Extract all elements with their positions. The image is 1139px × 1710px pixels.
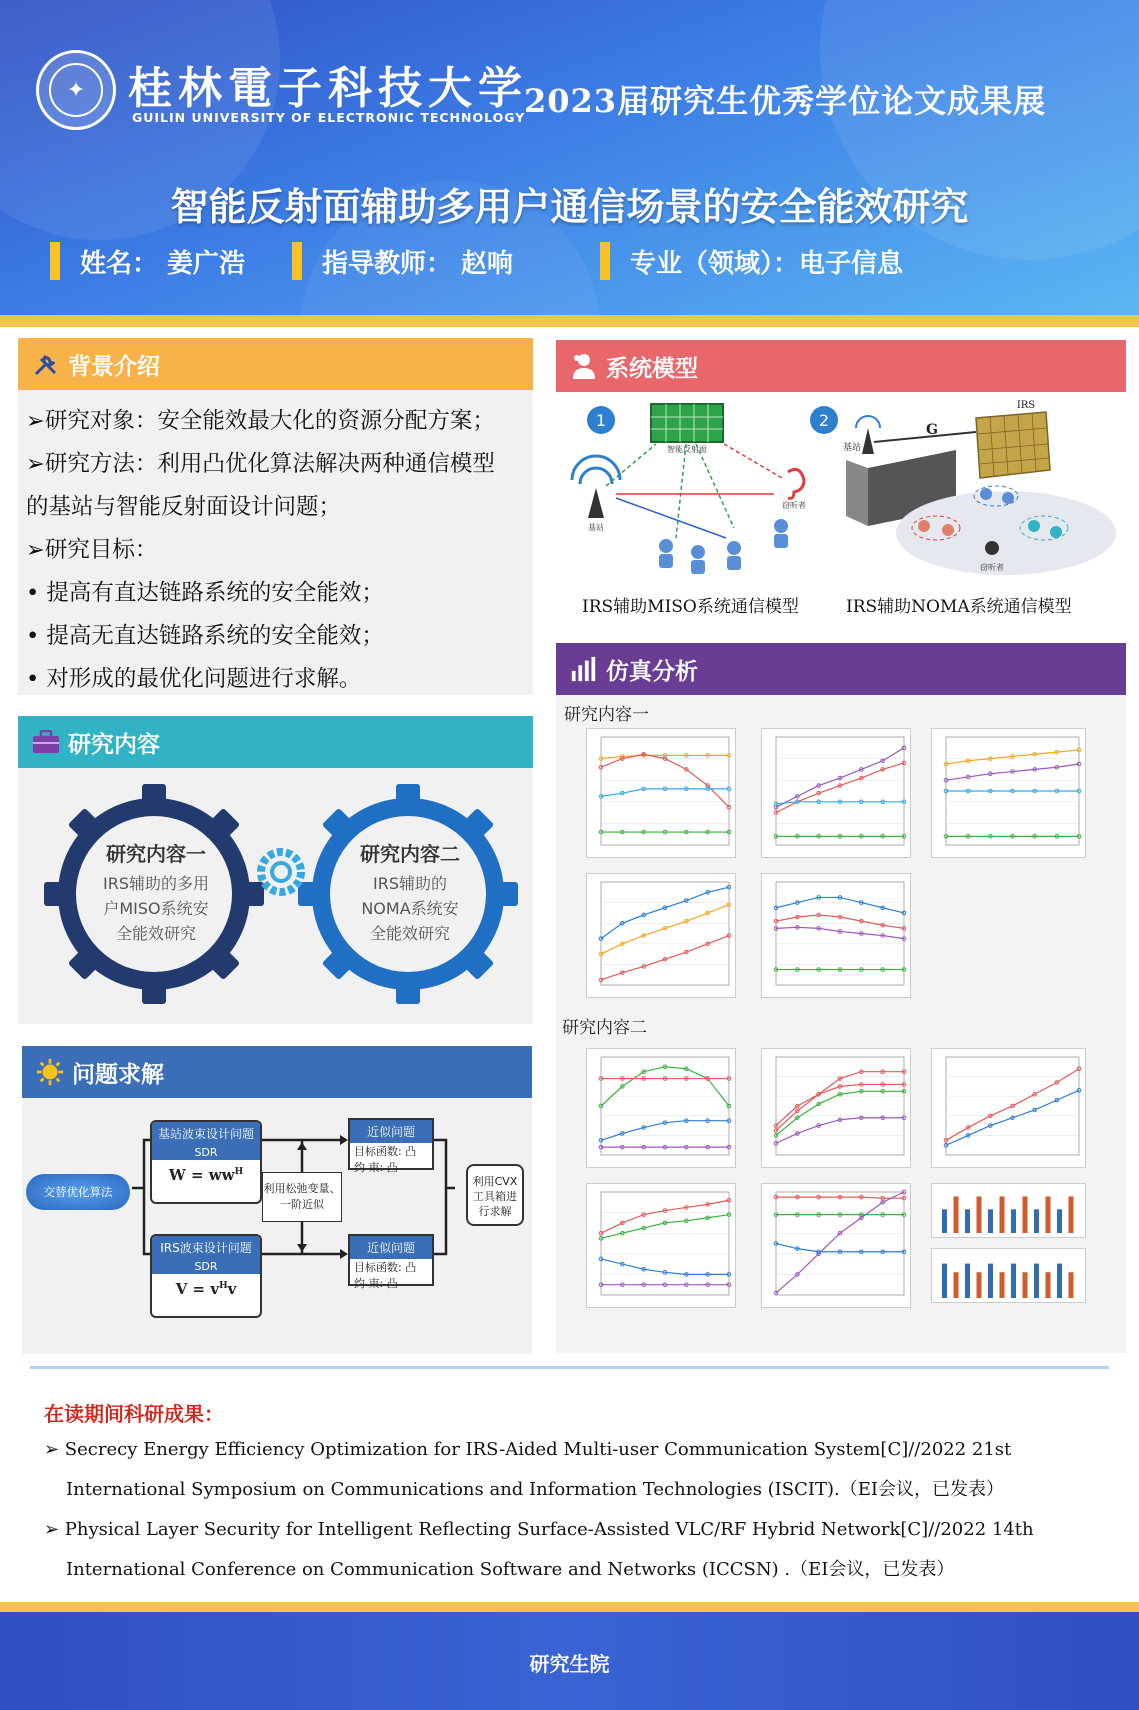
system-model-title: 系统模型 [606, 355, 698, 382]
system-model-header [556, 340, 1126, 392]
logo-emblem-icon: ✦ [49, 63, 103, 117]
author-name: 姓名： 姜广浩 [80, 248, 246, 279]
plot-axes [601, 1057, 729, 1155]
simulation-plot-graphic [762, 1184, 912, 1309]
footer-divider [0, 1602, 1139, 1612]
university-name-cn: 桂林電子科技大学 [128, 63, 528, 114]
simulation-plot [586, 1048, 736, 1168]
simulation-plot-graphic [587, 874, 737, 999]
plot-series-line [776, 748, 904, 807]
simulation-title: 仿真分析 [606, 658, 698, 685]
section-one-label: 研究内容一 [564, 705, 649, 725]
simulation-bar-plot [931, 1183, 1086, 1238]
constraint-line: 约 束: 凸 [354, 1161, 398, 1174]
plot-bar [977, 1196, 982, 1233]
plot-bar [965, 1209, 970, 1233]
simulation-plot [586, 1183, 736, 1308]
alternating-optimization-node: 交替优化算法 [26, 1174, 130, 1210]
background-line: ➢研究方法：利用凸优化算法解决两种通信模型 [26, 451, 495, 477]
gear-one-line: 全能效研究 [115, 924, 196, 943]
plot-bar [1046, 1196, 1051, 1233]
background-body [18, 390, 533, 711]
background-line: • 提高无直达链路系统的安全能效； [26, 623, 384, 649]
background-line: • 提高有直达链路系统的安全能效； [26, 580, 384, 606]
briefcase-icon [32, 728, 60, 756]
irs-beam-problem-box [150, 1234, 262, 1318]
w-formula-text: W = ww [168, 1166, 235, 1184]
simulation-bar-plot [931, 1248, 1086, 1303]
simulation-panel [556, 643, 1126, 1353]
approx-problem-box-2 [348, 1234, 434, 1290]
expo-title: 2023届研究生优秀学位论文成果展 [524, 82, 1047, 120]
system-model-diagram [556, 398, 1126, 598]
gear-two-text [332, 842, 488, 946]
plot-bar [1069, 1196, 1074, 1233]
irs-beam-problem-title: IRS波束设计问题 [152, 1236, 260, 1259]
plot-bar [1034, 1209, 1039, 1233]
objective-line: 目标函数: 凸 [354, 1145, 417, 1158]
simulation-plot-graphic [932, 1049, 1087, 1169]
approx-problem-title: 近似问题 [350, 1120, 432, 1143]
solution-header [22, 1046, 532, 1098]
relaxation-box: 利用松弛变量、一阶近似 [262, 1172, 342, 1222]
solution-title: 问题求解 [72, 1061, 164, 1088]
research-content-header [18, 716, 533, 768]
simulation-plot [931, 1048, 1086, 1168]
constraint-line: 约 束: 凸 [354, 1277, 398, 1290]
w-formula-sup: H [234, 1167, 244, 1177]
plot-bar [954, 1196, 959, 1233]
eavesdropper-ear-icon [788, 469, 804, 498]
plot-bar [1069, 1272, 1074, 1298]
bar-chart-icon [570, 655, 598, 683]
miso-model-caption: IRS辅助MISO系统通信模型 [582, 597, 799, 617]
bs-label: 基站 [588, 523, 604, 532]
plot-bar [942, 1209, 947, 1233]
background-line: ➢研究目标： [26, 537, 158, 563]
header-divider [0, 315, 1139, 327]
cvx-box: 利用CVX工具箱进行求解 [466, 1164, 524, 1226]
plot-bar [1023, 1272, 1028, 1298]
plot-series-line [601, 754, 729, 807]
plot-bar [1011, 1209, 1016, 1233]
research-content-title: 研究内容 [68, 731, 160, 758]
gear-one-title: 研究内容一 [106, 842, 206, 866]
v-formula [152, 1280, 260, 1298]
simulation-plot-graphic [587, 1184, 737, 1309]
gear-one-text [78, 842, 234, 946]
plot-bar [1046, 1272, 1051, 1298]
simulation-plot-graphic [932, 729, 1087, 859]
university-logo [36, 50, 116, 130]
plot-axes [776, 1192, 904, 1295]
simulation-header [556, 643, 1126, 695]
eve-label: 窃听者 [782, 501, 806, 510]
base-station-icon [572, 456, 620, 518]
simulation-plot-graphic [762, 1049, 912, 1169]
simulation-plot [761, 873, 911, 998]
wrench-icon [32, 350, 60, 378]
small-gear-icon [261, 852, 301, 892]
major-info [600, 242, 903, 280]
bs-beam-problem-title: 基站波束设计问题 [152, 1122, 260, 1145]
irs-array-icon [976, 412, 1050, 478]
plot-bar [1011, 1264, 1016, 1298]
footer-text: 研究生院 [529, 1652, 610, 1676]
irs-label: 智能反射面 [667, 445, 707, 454]
publication-2-line-1: ➢ Physical Layer Security for Intelligent Reflecting Surface-Assisted VLC/RF Hybrid Network[C]//2022 14th [44, 1519, 1034, 1540]
author-info [50, 242, 245, 280]
publication-1-line-1: ➢ Secrecy Energy Efficiency Optimization for IRS-Aided Multi-user Communication System[C]//2022 21st [44, 1439, 1012, 1460]
info-bar [600, 242, 610, 280]
simulation-plot-graphic [587, 1049, 737, 1169]
simulation-plot-graphic [762, 729, 912, 859]
publication-2-line-2: International Conference on Communication Software and Networks (ICCSN) .（EI会议，已发表） [66, 1559, 955, 1580]
plot-series-line [601, 1259, 729, 1274]
plot-bar [1034, 1264, 1039, 1298]
gear-one-line: 户MISO系统安 [103, 899, 209, 918]
background-title: 背景介绍 [68, 353, 160, 380]
plot-bar [954, 1272, 959, 1298]
sdr-label: SDR [152, 1259, 260, 1274]
bs2-label: 基站 [842, 443, 862, 453]
plot-bar [1023, 1196, 1028, 1233]
system-model-panel [556, 340, 1126, 627]
irs-text: IRS [1016, 400, 1036, 411]
advisor-name: 指导教师： 赵响 [322, 248, 514, 279]
simulation-bar-plot-graphic [932, 1184, 1087, 1239]
major-name: 专业（领域）：电子信息 [630, 248, 904, 279]
section-two-label: 研究内容二 [562, 1018, 647, 1038]
plot-series-line [776, 1192, 904, 1293]
gear-two-line: NOMA系统安 [361, 899, 459, 918]
poster-title: 智能反射面辅助多用户通信场景的安全能效研究 [170, 185, 969, 229]
plot-bar [988, 1264, 993, 1298]
approx-problem-box-1 [348, 1118, 434, 1174]
sdr-label: SDR [152, 1145, 260, 1160]
v-formula-end: v [227, 1280, 237, 1298]
simulation-plot [761, 728, 911, 858]
plot-bar [965, 1264, 970, 1298]
simulation-bar-plot-graphic [932, 1249, 1087, 1304]
advisor-info [292, 242, 513, 280]
noma-model-caption: IRS辅助NOMA系统通信模型 [846, 597, 1072, 617]
plot-bar [1000, 1196, 1005, 1233]
publication-1-line-2: International Symposium on Communications and Information Technologies (ISCIT).（EI会议，已发表） [66, 1479, 1004, 1500]
plot-series-line [601, 1121, 729, 1141]
simulation-plot [761, 1183, 911, 1308]
users-icon [570, 352, 598, 380]
plot-bar [1000, 1272, 1005, 1298]
plot-series-line [946, 1090, 1079, 1145]
background-panel-header [18, 338, 533, 390]
gear-two-line: 全能效研究 [369, 924, 450, 943]
simulation-plot-graphic [762, 874, 912, 999]
number-one-text: 1 [595, 411, 607, 430]
eve2-label: 窃听者 [980, 563, 1004, 572]
background-line: 的基站与智能反射面设计问题； [26, 494, 342, 520]
plot-bar [988, 1209, 993, 1233]
background-line: ➢研究对象：安全能效最大化的资源分配方案； [26, 408, 495, 434]
research-content-panel [18, 716, 533, 1024]
plot-bar [977, 1272, 982, 1298]
plot-series-line [946, 764, 1079, 780]
simulation-plot [761, 1048, 911, 1168]
plot-axes [601, 882, 729, 985]
flow-connectors [22, 1098, 532, 1354]
gear-one-line: IRS辅助的多用 [103, 874, 209, 893]
achievements-title: 在读期间科研成果： [44, 1402, 224, 1426]
university-name-en: GUILIN UNIVERSITY OF ELECTRONIC TECHNOLOGY [132, 110, 526, 125]
gear-two-title: 研究内容二 [360, 842, 460, 866]
objective-line: 目标函数: 凸 [354, 1261, 417, 1274]
solution-panel [22, 1046, 532, 1354]
bs-beam-problem-box [150, 1120, 262, 1204]
w-formula [152, 1166, 260, 1184]
plot-series-line [776, 1244, 904, 1252]
plot-bar [942, 1264, 947, 1298]
gear-two-line: IRS辅助的 [373, 874, 447, 893]
user-icons [659, 519, 788, 574]
irs-panel-icon [651, 404, 723, 442]
plot-series-line [776, 897, 904, 912]
simulation-plot-graphic [587, 729, 737, 859]
v-formula-sup: H [219, 1281, 228, 1291]
g-label: G [926, 422, 938, 438]
background-line: • 对形成的最优化问题进行求解。 [26, 666, 362, 692]
plot-axes [601, 1192, 729, 1295]
number-two-text: 2 [818, 411, 830, 430]
plot-bar [1057, 1264, 1062, 1298]
info-bar [50, 242, 60, 280]
simulation-plot [586, 873, 736, 998]
background-panel [18, 338, 533, 695]
plot-bar [1057, 1209, 1062, 1233]
plot-axes [776, 737, 904, 845]
sun-icon [36, 1058, 64, 1086]
approx-problem-title: 近似问题 [350, 1236, 432, 1259]
v-formula-text: V = v [175, 1280, 220, 1298]
simulation-plot [586, 728, 736, 858]
simulation-plot [931, 728, 1086, 858]
achievements-divider [30, 1366, 1109, 1369]
info-bar [292, 242, 302, 280]
